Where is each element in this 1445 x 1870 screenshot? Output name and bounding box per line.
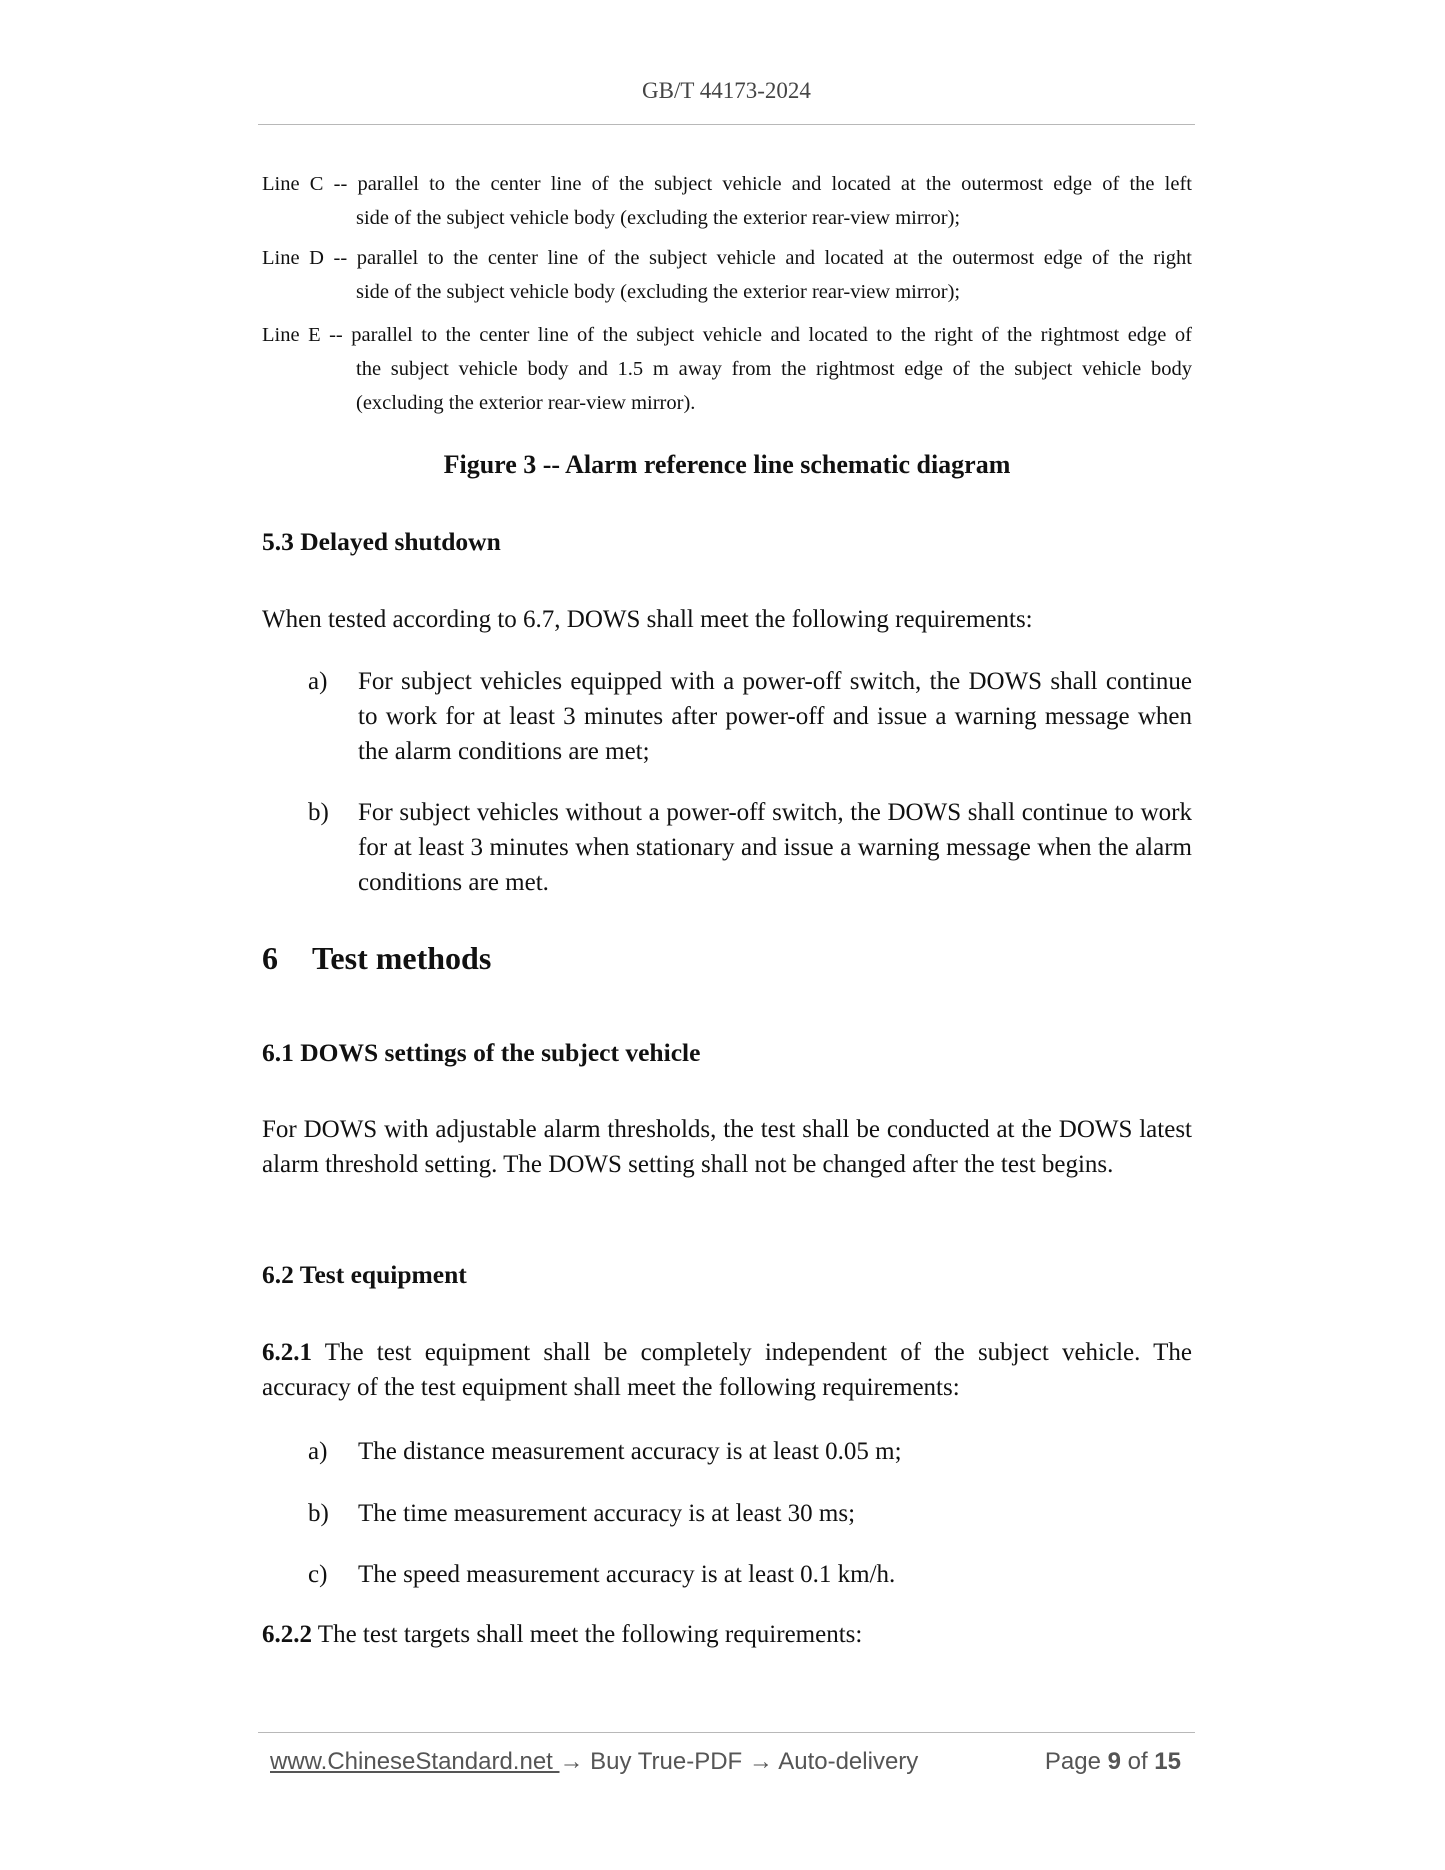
chinesestandard-link[interactable]: www.ChineseStandard.net	[270, 1748, 560, 1775]
footer-divider	[258, 1732, 1195, 1733]
list-item-marker: a)	[308, 668, 328, 695]
list-item	[262, 1434, 1192, 1469]
section-5-3-heading: 5.3 Delayed shutdown	[262, 527, 501, 556]
list-item-marker: b)	[308, 799, 329, 826]
definition-line-e	[262, 318, 1192, 420]
header-divider	[258, 124, 1195, 125]
section-6-2-1-paragraph	[262, 1335, 1192, 1405]
clause-number: 6.2.2	[262, 1621, 312, 1648]
section-6-heading	[262, 940, 491, 977]
of-label: of	[1120, 1748, 1155, 1775]
page-total: 15	[1154, 1748, 1181, 1775]
footer-promo	[270, 1748, 918, 1776]
definition-line-c-first: Line C -- parallel to the center line of the subject vehicle and located at the outermost edge of the left	[262, 173, 1192, 195]
section-6-2-heading: 6.2 Test equipment	[262, 1260, 467, 1289]
list-item	[262, 795, 1192, 900]
section-6-1-text: For DOWS with adjustable alarm thresholds, the test shall be conducted at the DOWS latest alarm threshold setting. The DOWS setting shall not be changed after the test begins.	[262, 1116, 1192, 1178]
section-6-title: Test methods	[312, 940, 492, 976]
footer-promo-text: → Buy True-PDF → Auto-delivery	[559, 1748, 919, 1775]
clause-text: The test equipment shall be completely independent of the subject vehicle. The accuracy of the test equipment shall meet the following requirements:	[262, 1339, 1192, 1401]
list-item-marker: a)	[308, 1438, 328, 1465]
page-number: 9	[1107, 1748, 1121, 1775]
section-6-number: 6	[262, 940, 278, 976]
definition-line-d	[262, 241, 1192, 309]
list-item	[262, 1496, 1192, 1531]
list-item-text: For subject vehicles without a power-off switch, the DOWS shall continue to work for at least 3 minutes when stationary and issue a warning message when the alarm conditions are met.	[358, 799, 1192, 896]
list-item-text: The speed measurement accuracy is at least 0.1 km/h.	[358, 1561, 896, 1588]
definition-line-d-rest: side of the subject vehicle body (excluding the exterior rear-view mirror);	[356, 281, 961, 303]
clause-number: 6.2.1	[262, 1339, 312, 1366]
clause-text: The test targets shall meet the following requirements:	[312, 1621, 863, 1648]
definition-line-c	[262, 167, 1192, 235]
figure-caption: Figure 3 -- Alarm reference line schematic diagram	[443, 450, 1011, 479]
page-label: Page	[1044, 1748, 1108, 1775]
list-item	[262, 1557, 1192, 1592]
definition-line-c-rest: side of the subject vehicle body (excluding the exterior rear-view mirror);	[356, 207, 961, 229]
section-6-2-2-paragraph	[262, 1617, 1192, 1652]
list-item-text: The distance measurement accuracy is at least 0.05 m;	[358, 1438, 902, 1465]
document-header: GB/T 44173-2024	[642, 78, 811, 103]
list-item	[262, 664, 1192, 769]
list-item-marker: b)	[308, 1500, 329, 1527]
list-item-marker: c)	[308, 1561, 328, 1588]
definition-line-e-rest: the subject vehicle body and 1.5 m away from the rightmost edge of the subject vehicle body (excluding the exterior rear-view mirror).	[356, 358, 1192, 414]
list-item-text: For subject vehicles equipped with a power-off switch, the DOWS shall continue to work for at least 3 minutes after power-off and issue a warning message when the alarm conditions are met;	[358, 668, 1192, 765]
definition-line-d-first: Line D -- parallel to the center line of the subject vehicle and located at the outermost edge of the right	[262, 247, 1192, 269]
list-item-text: The time measurement accuracy is at least 30 ms;	[358, 1500, 856, 1527]
definition-line-e-first: Line E -- parallel to the center line of the subject vehicle and located to the right of the rightmost edge of	[262, 324, 1192, 346]
section-5-3-intro: When tested according to 6.7, DOWS shall meet the following requirements:	[262, 606, 1033, 633]
section-6-1-heading: 6.1 DOWS settings of the subject vehicle	[262, 1038, 701, 1067]
page-indicator	[1045, 1748, 1181, 1776]
